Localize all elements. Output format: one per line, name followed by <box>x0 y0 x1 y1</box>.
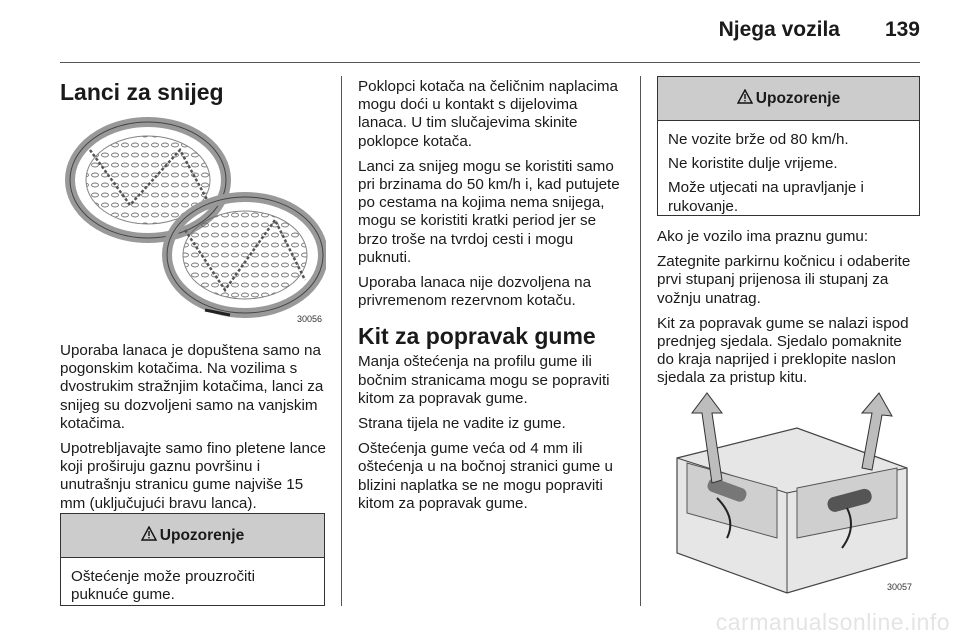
column-divider-1 <box>341 76 342 606</box>
warning-box-1 <box>60 513 325 606</box>
warning-header <box>61 514 324 558</box>
paragraph: Uporaba lanaca je dopuštena samo na pogonskim kotačima. Na vozilima s dvostrukim stražnjim kotačima, lanci za snijeg su dozvoljeni samo na vanjskim kotačima. <box>60 342 324 432</box>
column-1 <box>60 78 325 106</box>
paragraph: Zategnite parkirnu kočnicu i odaberite prvi stupanj prijenosa ili stupanj za vožnju unatrag. <box>657 253 911 307</box>
warning-triangle-icon <box>141 526 157 546</box>
warning-box-2 <box>657 76 920 216</box>
paragraph: Uporaba lanaca nije dozvoljena na privremenom rezervnom kotaču. <box>358 274 592 310</box>
paragraph: Ako je vozilo ima praznu gumu: <box>657 228 869 245</box>
column-1-text <box>60 342 326 520</box>
header-rule <box>60 62 920 63</box>
paragraph: Kit za popravak gume se nalazi ispod prednjeg sjedala. Sjedalo pomaknite do kraja naprijed i preklopite naslon sjedala za pristup kitu. <box>657 314 909 387</box>
paragraph: Poklopci kotača na čeličnim naplacima mogu doći u kontakt s dijelovima lanaca. U tim slučajevima skinite poklopce kotača. <box>358 78 619 150</box>
figure-code-1: 30056 <box>296 314 322 324</box>
section-title-snow-chains: Lanci za snijeg <box>60 79 224 105</box>
warning-line: Ne koristite dulje vrijeme. <box>668 155 838 173</box>
warning-line: Ne vozite brže od 80 km/h. <box>668 131 849 148</box>
paragraph: Strana tijela ne vadite iz gume. <box>358 415 566 433</box>
warning-triangle-icon <box>737 89 753 109</box>
warning-text: Oštećenje može prouzročiti puknuće gume. <box>71 568 256 604</box>
paragraph: Upotrebljavajte samo fino pletene lance koji proširuju gaznu površinu i unutrašnju stranicu gume najviše 15 mm (uključujući bravu lanca). <box>60 440 326 512</box>
warning-body <box>61 558 324 620</box>
column-divider-2 <box>640 76 641 606</box>
paragraph: Lanci za snijeg mogu se koristiti samo pri brzinama do 50 km/h i, kad putujete po cestama na kojima nema snijega, mogu se koristiti kratki period jer se brzo troše na tvrdoj cesti i mogu puknuti. <box>358 157 620 266</box>
warning-title: Upozorenje <box>159 526 245 544</box>
column-3-text <box>657 228 922 395</box>
snow-chains-figure <box>60 110 326 328</box>
repair-kit-figure <box>657 388 918 598</box>
page-number: 139 <box>884 18 920 41</box>
warning-header <box>658 77 919 121</box>
page-header-title: Njega vozila <box>718 18 840 41</box>
seat-storage-illustration <box>657 388 918 598</box>
paragraph: Manja oštećenja na profilu gume ili bočnim stranicama mogu se popraviti kitom za popravak gume. <box>358 353 610 407</box>
section-title-repair-kit: Kit za popravak gume <box>358 323 596 350</box>
footer-watermark: carmanualsonline.info <box>715 609 950 635</box>
figure-code-2: 30057 <box>886 582 912 592</box>
snow-chains-illustration <box>60 110 326 328</box>
warning-body <box>658 121 919 232</box>
paragraph: Oštećenja gume veća od 4 mm ili oštećenja u na bočnoj stranici gume u blizini naplatka se ne mogu popraviti kitom za popravak gume. <box>358 440 613 512</box>
column-2 <box>358 78 626 520</box>
warning-line: Može utjecati na upravljanje i rukovanje. <box>668 179 864 215</box>
warning-title: Upozorenje <box>755 89 841 107</box>
